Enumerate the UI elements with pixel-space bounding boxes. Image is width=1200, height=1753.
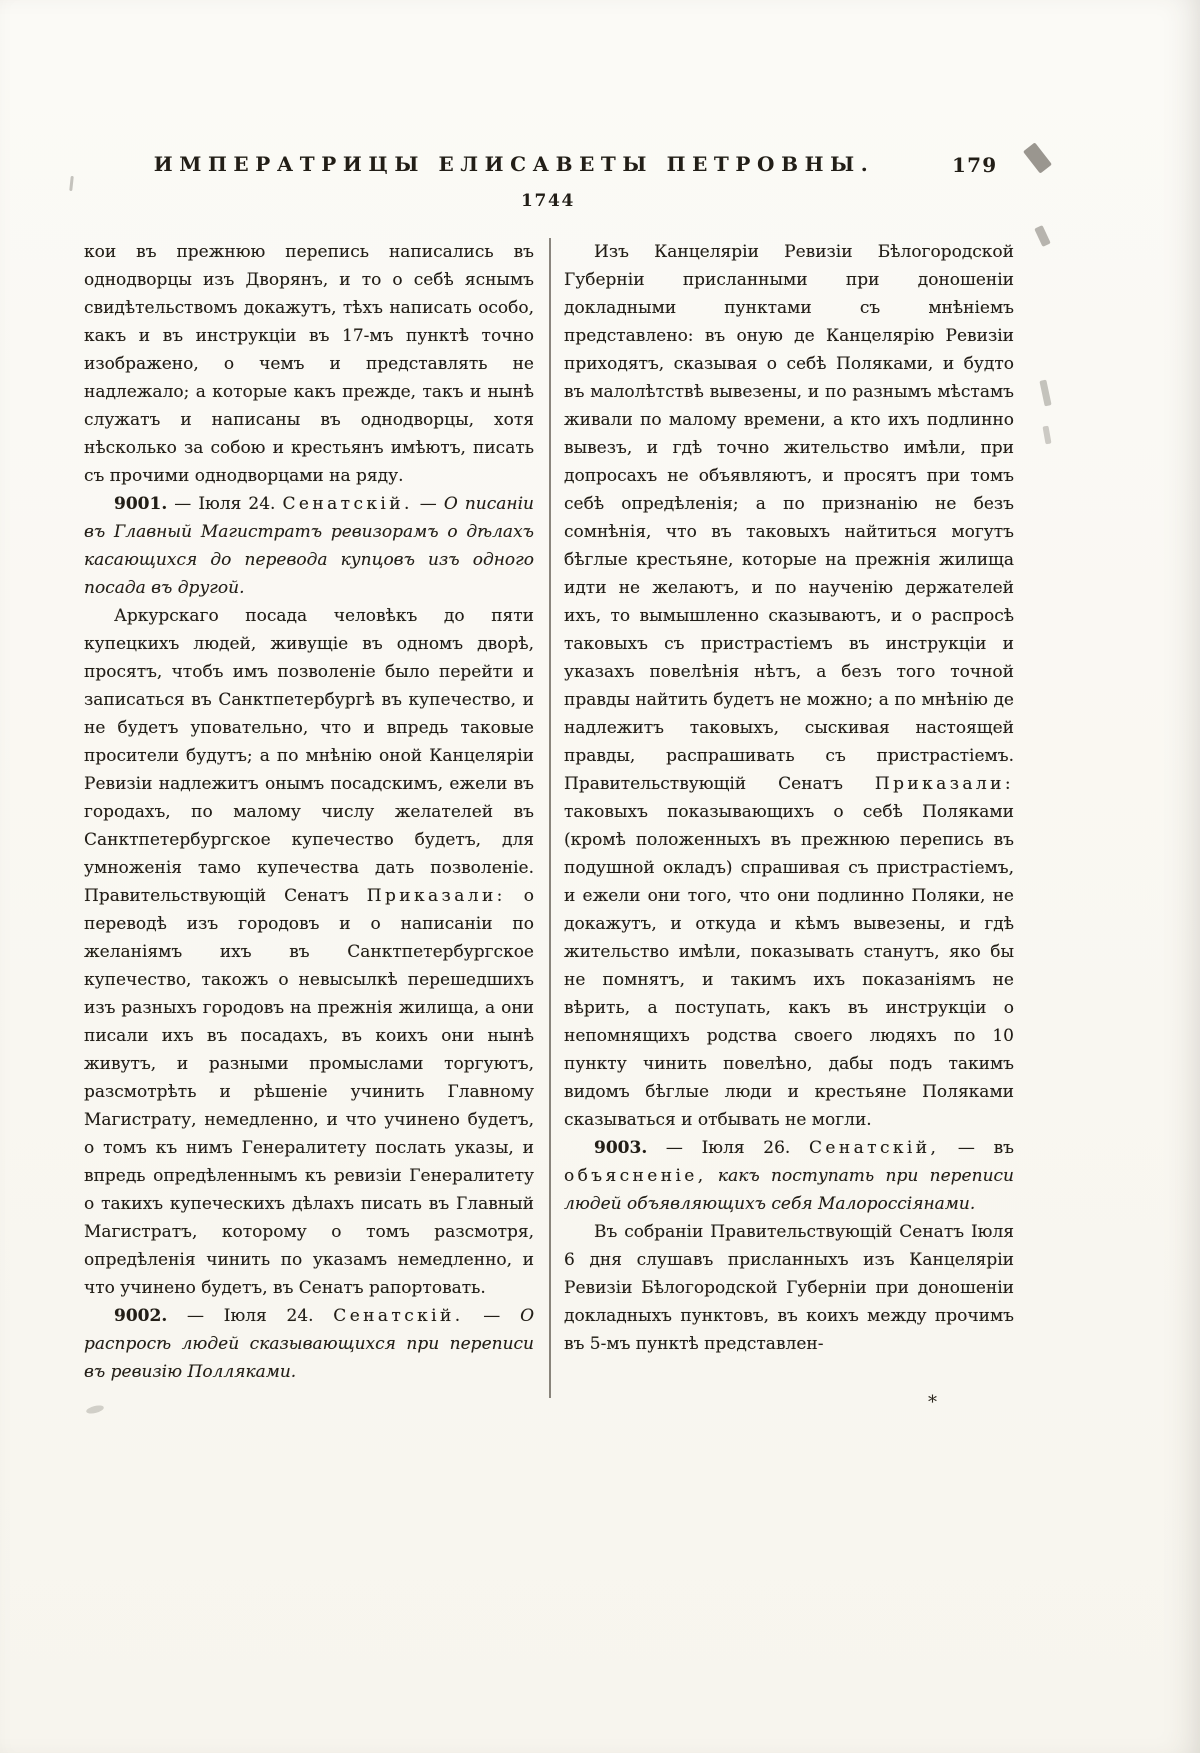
text-run-spaced: Сенатскій, (809, 1138, 940, 1158)
page-number: 179 (952, 153, 998, 177)
text-run-normal: кои въ прежнюю перепись написались въ однодворцы изъ Дворянъ, и то о себѣ яснымъ свидѣтельствомъ докажутъ, тѣхъ написать особо, какъ и въ инструкціи въ 17-мъ пунктѣ точно изображено, о чемъ и представлять не надлежало; а которые какъ прежде, такъ и нынѣ служатъ и написаны въ однодворцы, хотя нѣсколько за собою и крестьянъ имѣютъ, писать съ прочими однодворцами на ряду. (84, 242, 534, 486)
text-run-italic: О писаніи въ Главный Магистратъ ревизорамъ о дѣлахъ касающихся до перевода купцовъ изъ одного посада въ другой. (84, 494, 534, 598)
scan-edge-artifact (1034, 225, 1051, 247)
text-run-normal: Въ собраніи Правительствующій Сенатъ Іюля 6 дня слушавъ присланныхъ изъ Канцеляріи Ревизіи Бѣлогородской Губерніи при доношеніи докладныхъ пунктовъ, въ коихъ между прочимъ въ 5-мъ пунктѣ представлен- (564, 1222, 1014, 1354)
text-run-spaced: объясненіе, (564, 1166, 707, 1186)
text-run-italic: какъ поступать при переписи людей объявляющихъ себя Малороссіянами. (564, 1166, 1014, 1214)
scan-margin-artifact (69, 176, 74, 191)
text-run-spaced: Приказали: (366, 886, 506, 906)
left-column (84, 238, 534, 1386)
entry-heading (564, 1134, 1014, 1218)
scan-edge-artifact (1039, 380, 1051, 407)
year-heading: 1744 (520, 191, 576, 211)
paragraph (564, 238, 1014, 1134)
paragraph (564, 1218, 1014, 1358)
entry-heading (84, 1302, 534, 1386)
text-run-normal: таковыхъ показывающихъ о себѣ Поляками (кромѣ положенныхъ въ прежнюю перепись въ подушной окладъ) спрашивая съ пристрастіемъ, и ежели они того, что они подлинно Поляки, не докажутъ, и откуда и кѣмъ вывезены, и гдѣ жительство имѣли, показывать станутъ, яко бы не помнятъ, и такимъ ихъ показаніямъ не вѣрить, а поступать, какъ въ инструкціи о непомнящихъ родства своего людяхъ по 10 пункту чинить повелѣно, дабы подъ такимъ видомъ бѣглые люди и крестьяне Поляками сказываться и отбывать не могли. (564, 802, 1014, 1130)
running-header: ИМПЕРАТРИЦЫ ЕЛИСАВЕТЫ ПЕТРОВНЫ. (153, 152, 875, 176)
pencil-mark-artifact (85, 1404, 104, 1415)
text-run-normal: — (412, 494, 444, 514)
text-run-bold: 9002. (114, 1306, 168, 1326)
scan-edge-artifact (1042, 426, 1051, 445)
entry-heading (84, 490, 534, 602)
text-run-spaced: Сенатскій. (333, 1306, 464, 1326)
scan-edge-artifact (1023, 142, 1052, 173)
paragraph (84, 602, 534, 1302)
text-columns (84, 238, 1014, 1386)
text-run-normal: — Іюля 24. (167, 1306, 334, 1326)
text-run-normal: Изъ Канцеляріи Ревизіи Бѣлогородской Губерніи присланными при доношеніи докладными пунктами съ мнѣніемъ представлено: въ оную де Канцелярію Ревизіи приходятъ, сказывая о себѣ Поляками, и будто въ малолѣтствѣ вывезены, и по разнымъ мѣстамъ живали по малому времени, а кто ихъ подлинно вывезъ, и гдѣ точно жительство имѣли, при допросахъ не объявляютъ, и просятъ при томъ себѣ опредѣленія; а по признанію не безъ сомнѣнія, что въ таковыхъ найтиться могутъ бѣглые крестьяне, которые на прежнія жилища идти не желаютъ, и по наученію держателей ихъ, то вымышленно сказываютъ, и о распросѣ таковыхъ съ пристрастіемъ въ инструкціи и указахъ повелѣнія нѣтъ, а безъ того точной правды найтить будетъ не можно; а по мнѣнію де надлежитъ таковыхъ, сыскивая настоящей правды, распрашивать съ пристрастіемъ. Правительствующій Сенатъ (564, 242, 1014, 794)
text-run-normal: — (463, 1306, 521, 1326)
paragraph (84, 238, 534, 490)
text-run-normal: Аркурскаго посада человѣкъ до пяти купецкихъ людей, живущіе въ одномъ дворѣ, просятъ, чтобъ имъ позволеніе было перейти и записаться въ Санктпетербургѣ въ купечество, и не будетъ уповательно, что и впредь таковые просители будутъ; а по мнѣнію оной Канцеляріи Ревизіи надлежитъ онымъ посадскимъ, ежели въ городахъ, по малому числу желателей въ Санктпетербургское купечество будетъ, для умноженія тамо купечества дать позволеніе. Правительствующій Сенатъ (84, 606, 534, 906)
text-run-spaced: Сенатскій. (282, 494, 413, 514)
text-run-bold: 9003. (594, 1138, 648, 1158)
text-run-normal: — Іюля 26. (647, 1138, 809, 1158)
text-run-italic: О распросѣ людей сказывающихся при переписи въ ревизію Полляками. (84, 1306, 534, 1382)
text-run-bold: 9001. (114, 494, 168, 514)
footnote-mark: * (928, 1392, 937, 1413)
text-run-normal: — Іюля 24. (167, 494, 283, 514)
text-run-normal: — въ (939, 1138, 1014, 1158)
text-run-spaced: Приказали: (874, 774, 1014, 794)
right-column (564, 238, 1014, 1386)
text-run-normal: о переводѣ изъ городовъ и о написаніи по желаніямъ ихъ въ Санктпетербургское купечество, такожъ о невысылкѣ перешедшихъ изъ разныхъ городовъ на прежнія жилища, а они писали ихъ въ посадахъ, въ коихъ они нынѣ живутъ, и разными промыслами торгуютъ, разсмотрѣть и рѣшеніе учинить Главному Магистрату, немедленно, и что учинено будетъ, о томъ къ нимъ Генералитету послать указы, и впредь опредѣленнымъ къ ревизіи Генералитету о такихъ купеческихъ дѣлахъ писать въ Главный Магистратъ, которому о томъ разсмотря, опредѣленія чинить по указамъ немедленно, и что учинено будетъ, въ Сенатъ рапортовать. (84, 886, 534, 1298)
